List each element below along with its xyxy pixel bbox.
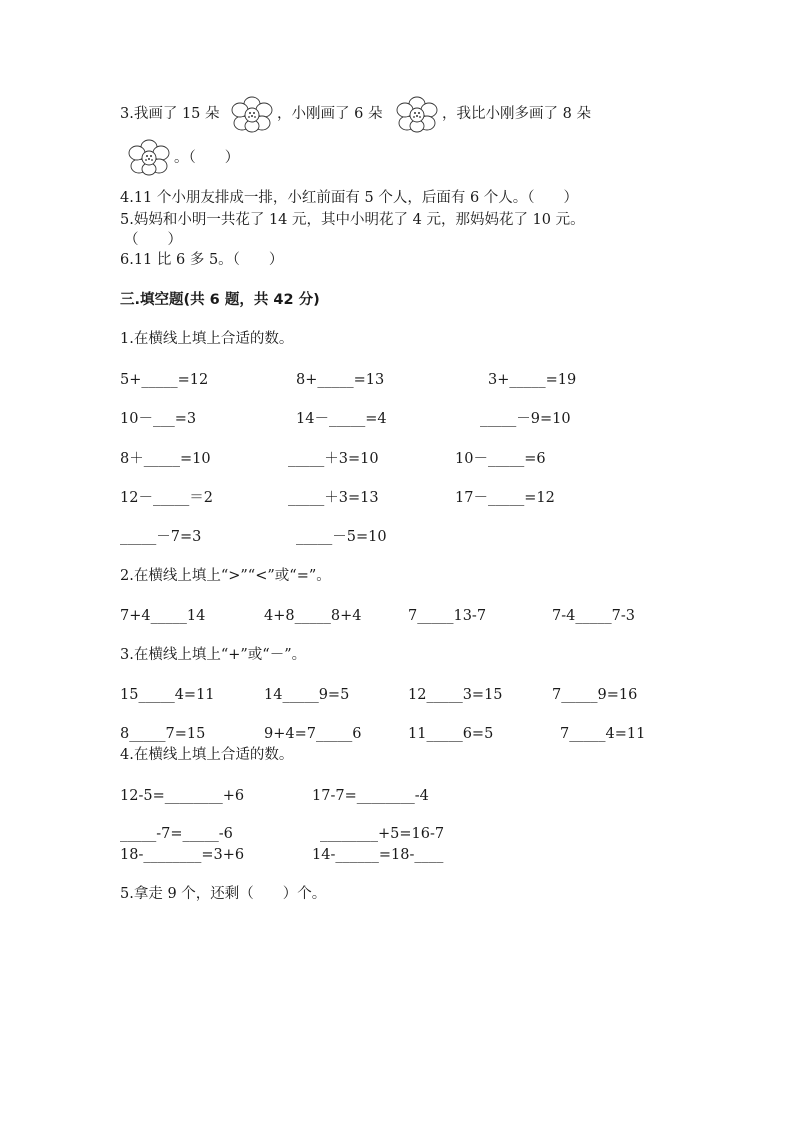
- q3-item: 11_____6=5: [408, 726, 494, 742]
- q2-item: 7-4_____7-3: [552, 608, 635, 624]
- q1-prompt: 1.在横线上填上合适的数。: [120, 331, 294, 347]
- q4-item: ________+5=16-7: [320, 826, 445, 842]
- q1-item: 8＋_____=10: [120, 451, 211, 467]
- q3-item: 15_____4=11: [120, 687, 215, 703]
- q2-prompt: 2.在横线上填上“>”“<”或“=”。: [120, 568, 331, 584]
- judge-q3-part2: ，小刚画了 6 朵: [277, 106, 383, 122]
- flower-icon: [229, 95, 275, 135]
- q1-item: 8+_____=13: [296, 372, 385, 388]
- q1-item: _____＋3=13: [288, 490, 379, 506]
- q4-item: 18-________=3+6: [120, 847, 245, 863]
- judge-q3-part3: ，我比小刚多画了 8 朵: [442, 106, 591, 122]
- judge-q6: 6.11 比 6 多 5。（ ）: [120, 252, 284, 268]
- q4-item: 14-______=18-____: [312, 847, 444, 863]
- judge-q4: 4.11 个小朋友排成一排，小红前面有 5 个人，后面有 6 个人。（ ）: [120, 190, 579, 206]
- q1-item: _____－7=3: [120, 529, 202, 545]
- judge-q5-line2: （ ）: [124, 232, 182, 248]
- q4-item: 12-5=________+6: [120, 788, 245, 804]
- q1-item: 5+_____=12: [120, 372, 209, 388]
- q3-item: 9+4=7_____6: [264, 726, 362, 742]
- q1-item: _____＋3=10: [288, 451, 379, 467]
- q4-item: _____-7=_____-6: [120, 826, 233, 842]
- q1-item: 10－___=3: [120, 411, 197, 427]
- q5-text: 5.拿走 9 个，还剩（ ）个。: [120, 886, 327, 902]
- q2-item: 7+4_____14: [120, 608, 206, 624]
- q3-item: 14_____9=5: [264, 687, 350, 703]
- section-title: 三.填空题(共 6 题，共 42 分): [120, 292, 320, 308]
- q1-item: 3+_____=19: [488, 372, 577, 388]
- q3-item: 7_____4=11: [560, 726, 646, 742]
- q3-item: 8_____7=15: [120, 726, 206, 742]
- judge-q5-line1: 5.妈妈和小明一共花了 14 元，其中小明花了 4 元，那妈妈花了 10 元。: [120, 212, 585, 228]
- q4-item: 17-7=________-4: [312, 788, 429, 804]
- q1-item: 17－_____=12: [455, 490, 555, 506]
- q1-item: 12－_____＝2: [120, 490, 213, 506]
- q3-item: 12_____3=15: [408, 687, 503, 703]
- judge-q3-part4: 。（ ）: [174, 150, 240, 166]
- flower-icon: [126, 138, 172, 178]
- q3-item: 7_____9=16: [552, 687, 638, 703]
- flower-icon: [394, 95, 440, 135]
- q1-item: 10－_____=6: [455, 451, 546, 467]
- q3-prompt: 3.在横线上填上“+”或“－”。: [120, 647, 307, 663]
- q2-item: 4+8_____8+4: [264, 608, 362, 624]
- q4-prompt: 4.在横线上填上合适的数。: [120, 747, 294, 763]
- q2-item: 7_____13-7: [408, 608, 487, 624]
- q1-item: 14－_____=4: [296, 411, 387, 427]
- judge-q3-part1: 3.我画了 15 朵: [120, 106, 220, 122]
- q1-item: _____－9=10: [480, 411, 571, 427]
- q1-item: _____－5=10: [296, 529, 387, 545]
